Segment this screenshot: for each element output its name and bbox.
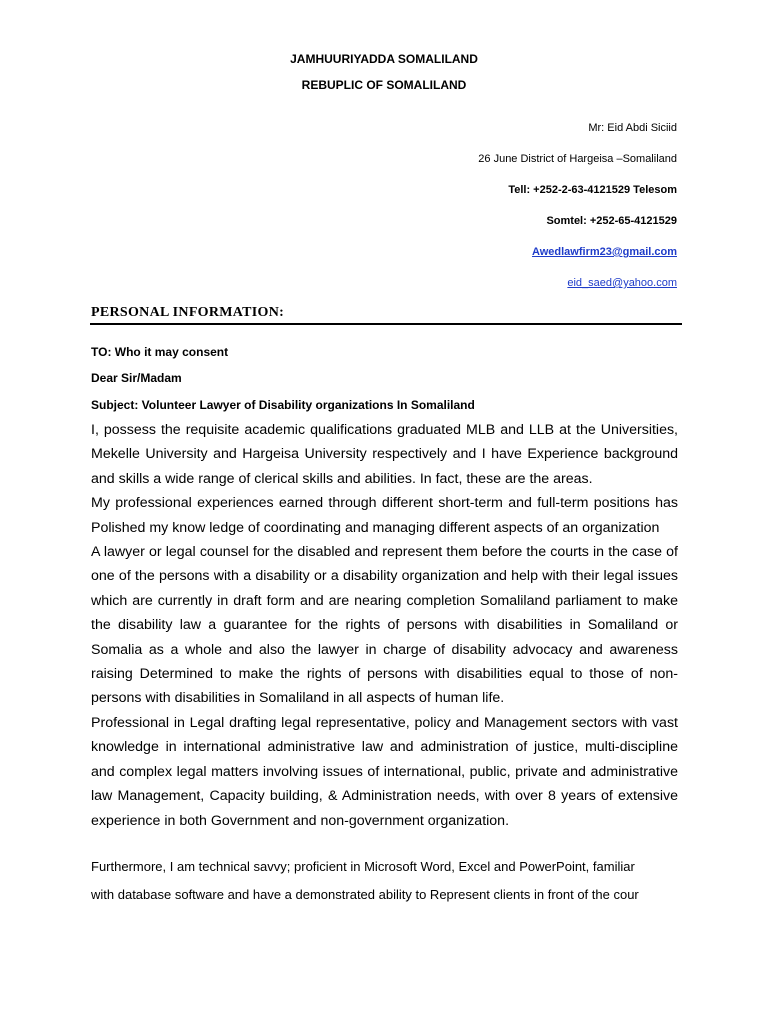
closing-line-2: with database software and have a demonstrated ability to Represent clients in front of the cour (91, 887, 639, 902)
email-link-primary[interactable]: Awedlawfirm23@gmail.com (531, 246, 677, 258)
letter-body (91, 418, 678, 833)
section-heading: PERSONAL INFORMATION: (91, 305, 285, 320)
country-title-somali: JAMHUURIYADDA SOMALILAND (290, 52, 478, 66)
email-link-secondary[interactable]: eid_saed@yahoo.com (567, 277, 677, 289)
paragraph-qualifications: I, possess the requisite academic qualifications graduated MLB and LLB at the Universities, Mekelle University and Hargeisa University respectively and I have Experience background and skills a wide range of clerical skills and abilities. In fact, these are the areas. (91, 422, 678, 487)
contact-address: 26 June District of Hargeisa –Somaliland (478, 153, 677, 165)
country-title-english: REBUPLIC OF SOMALILAND (301, 78, 467, 92)
paragraph-disability-advocacy: A lawyer or legal counsel for the disabled and represent them before the courts in the case of one of the persons with a disability or a disability organization and help with their legal issues which are currently in draft form and are nearing completion Somaliland parliament to make the disability law a guarantee for the rights of persons with disabilities in Somaliland or Somalia as a whole and also the lawyer in charge of disability advocacy and awareness raising Determined to make the rights of persons with disabilities equal to those of non-persons with disabilities in Somaliland in all aspects of human life. (91, 544, 678, 707)
letter-salutation: Dear Sir/Madam (91, 371, 182, 385)
closing-paragraph (91, 853, 681, 909)
contact-tel: Tell: +252-2-63-4121529 Telesom (508, 184, 677, 196)
letter-subject: Subject: Volunteer Lawyer of Disability organizations In Somaliland (91, 398, 475, 412)
paragraph-experience: My professional experiences earned through different short-term and full-term positions has Polished my know ledge of coordinating and managing different aspects of an organization (91, 495, 678, 536)
contact-name: Mr: Eid Abdi Siciid (588, 122, 677, 134)
paragraph-professional-summary: Professional in Legal drafting legal representative, policy and Management sectors with vast knowledge in international administrative law and administration of justice, multi-discipline and complex legal matters involving issues of international, public, private and administrative law Management, Capacity building, & Administration needs, with over 8 years of extensive experience in both Government and non-government organization. (91, 714, 678, 829)
letter-recipient: TO: Who it may consent (91, 345, 229, 359)
section-divider (90, 323, 682, 325)
closing-line-1: Furthermore, I am technical savvy; proficient in Microsoft Word, Excel and PowerPoint, familiar (91, 859, 635, 874)
contact-somtel: Somtel: +252-65-4121529 (546, 215, 677, 227)
